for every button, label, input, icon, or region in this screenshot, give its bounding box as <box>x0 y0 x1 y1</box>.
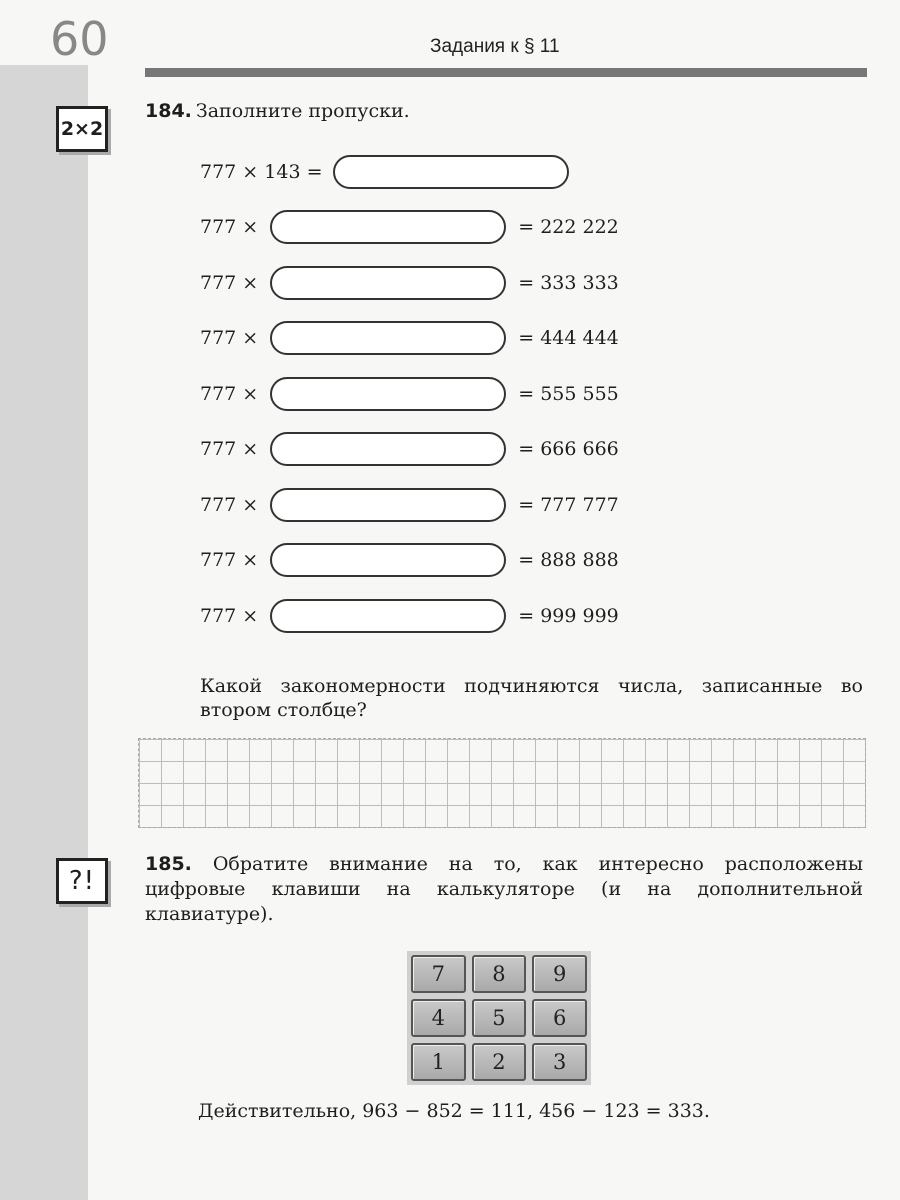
equation-left: 777 × <box>200 216 259 238</box>
equation-right: = 888 888 <box>518 549 619 571</box>
keypad-key: 6 <box>532 999 587 1037</box>
answer-field[interactable] <box>270 377 506 411</box>
task-185-block <box>145 852 863 927</box>
equation-row <box>200 429 619 469</box>
task-185-number: 185. <box>145 853 192 875</box>
equation-right: = 555 555 <box>518 382 619 405</box>
equation-row <box>200 485 619 525</box>
equation-row <box>200 374 619 414</box>
task-184-heading <box>145 100 410 122</box>
task-184-number: 184. <box>145 100 192 122</box>
equation-left: 777 × <box>200 549 259 571</box>
answer-field-product[interactable] <box>333 155 569 189</box>
task-184-text: Заполните пропуски. <box>195 100 410 122</box>
answer-field[interactable] <box>270 266 506 300</box>
task-185-conclusion: Действительно, 963 − 852 = 111, 456 − 123 = 333. <box>198 1100 710 1122</box>
calculator-keypad <box>407 951 591 1085</box>
answer-field[interactable] <box>270 599 506 633</box>
section-title: Задания к § 11 <box>430 36 560 57</box>
keypad-key: 7 <box>411 955 466 993</box>
header-rule <box>145 68 867 77</box>
keypad-key: 2 <box>472 1043 527 1081</box>
task-185-text: Обратите внимание на то, как интересно расположены цифровые клавиши на калькуляторе (и на дополнительной клавиатуре). <box>145 853 863 925</box>
puzzle-icon: ?! <box>56 858 108 904</box>
equation-row <box>200 596 619 636</box>
equation-row <box>200 263 619 303</box>
task-184-question: Какой закономерности подчиняются числа, записанные во втором столбце? <box>200 675 863 721</box>
equation-first-left: 777 × 143 = <box>200 161 323 183</box>
answer-field[interactable] <box>270 432 506 466</box>
multiplication-icon: 2×2 <box>56 106 108 152</box>
keypad-key: 1 <box>411 1043 466 1081</box>
equation-right: = 999 999 <box>518 604 619 627</box>
keypad-key: 5 <box>472 999 527 1037</box>
equation-left: 777 × <box>200 327 259 349</box>
equation-right: = 444 444 <box>518 327 619 349</box>
answer-field[interactable] <box>270 321 506 355</box>
equation-left: 777 × <box>200 382 259 405</box>
equation-right: = 666 666 <box>518 438 619 460</box>
equation-left: 777 × <box>200 271 259 294</box>
keypad-key: 3 <box>532 1043 587 1081</box>
equation-row <box>200 318 619 358</box>
equation-right: = 777 777 <box>518 493 619 516</box>
equation-left: 777 × <box>200 604 259 627</box>
page-number: 60 <box>50 12 109 66</box>
answer-field[interactable] <box>270 210 506 244</box>
answer-field[interactable] <box>270 488 506 522</box>
keypad-key: 8 <box>472 955 527 993</box>
equation-left: 777 × <box>200 493 259 516</box>
answer-grid[interactable] <box>138 738 866 828</box>
equation-right: = 222 222 <box>518 216 619 238</box>
keypad-key: 9 <box>532 955 587 993</box>
equation-left: 777 × <box>200 438 259 460</box>
answer-field[interactable] <box>270 543 506 577</box>
keypad-key: 4 <box>411 999 466 1037</box>
equation-row <box>200 207 619 247</box>
side-strip <box>0 65 88 1200</box>
equation-row-first <box>200 152 569 192</box>
equation-row <box>200 540 619 580</box>
equation-right: = 333 333 <box>518 271 619 294</box>
